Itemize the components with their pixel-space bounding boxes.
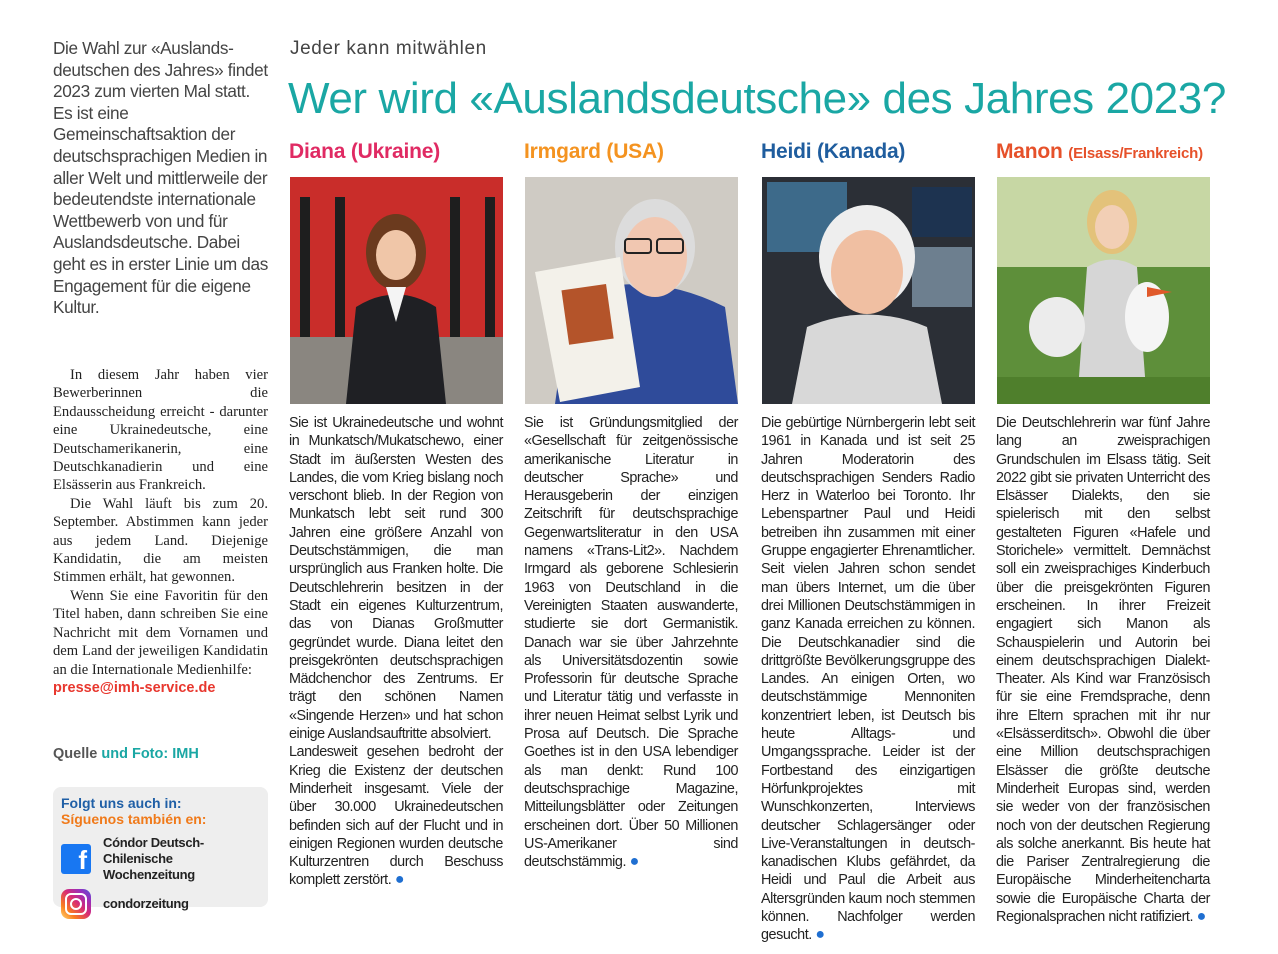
candidate-heidi	[761, 140, 975, 944]
end-mark: ●	[815, 926, 825, 944]
candidate-name: Diana (Ukraine)	[289, 140, 441, 163]
candidate-text: Die Deutschlehrerin war fünf Jahre lang an zweisprachigen Grundschulen im Elsass tätig. Seit 2022 gibt sie privaten Unterricht des Elsässer Dialekts, den sie spielerisch mit den selbst gestalteten Figuren «Hafele und Storichele» vermittelt. Demnächst soll ein zweisprachiges Kinderbuch über die preisgekrönten Figuren erscheinen. In ihrer Freizeit engagiert sich Manon als Schauspielerin und Autorin bei einem deutschsprachigen Dialekt-Theater. Als Kind war Französisch für sie eine Fremdsprache, denn ihre Eltern sprachen mit ihr nur «Elsässerditsch». Obwohl die über eine Million deutschsprachigen Elsässer die größte deutsche Minderheit Europas sind, werden sie weder von der französischen noch von der deutschen Regierung als solche anerkannt. Bis heute hat die Pariser Zentralregierung die Europäische Minderheitencharta sowie die Europäische Charta der Regionalsprachen nicht ratifiziert. ●	[996, 415, 1210, 926]
candidate-photo-irmgard	[525, 177, 738, 404]
kicker: Jeder kann mitwählen	[290, 38, 487, 59]
contact-email-link[interactable]: presse@imh-service.de	[53, 679, 216, 696]
candidate-photo-manon	[997, 177, 1210, 404]
candidate-name: Heidi (Kanada)	[761, 140, 906, 163]
end-mark: ●	[629, 853, 639, 871]
end-mark: ●	[1196, 908, 1206, 926]
facebook-icon: f	[61, 844, 91, 874]
social-heading-de: Folgt uns auch in:	[61, 795, 182, 811]
body-paragraph-3: Wenn Sie eine Favoritin für den Titel haben, dann schreiben Sie eine Nachricht mit dem Vornamen und dem Land der jeweiligen Kandidatin an die Internationale Medienhilfe: presse@imh-service.de	[53, 587, 268, 696]
candidate-photo-heidi	[762, 177, 975, 404]
candidate-irmgard	[524, 140, 738, 871]
candidate-name: Manon (Elsass/Frankreich)	[996, 140, 1203, 163]
source-label: Quelle	[53, 746, 98, 762]
article-body	[53, 366, 268, 697]
facebook-link[interactable]	[61, 835, 260, 883]
instagram-link[interactable]	[61, 889, 260, 919]
body-paragraph-1: In diesem Jahr haben vier Bewerberinnen die Endausscheidung erreicht - darunter eine Ukrainedeutsche, eine Deutschamerikanerin, eine Deutschkanadierin und eine Elsässerin aus Frankreich.	[53, 367, 268, 494]
headline: Wer wird «Auslandsdeutsche» des Jahres 2023?	[288, 74, 1226, 123]
photo-credit: und Foto: IMH	[101, 746, 199, 762]
end-mark: ●	[394, 871, 405, 889]
body-paragraph-2: Die Wahl läuft bis zum 20. September. Abstimmen kann jeder aus jedem Land. Diejenige Kandidatin, die am meisten Stimmen erhält, hat gewonnen.	[53, 495, 268, 586]
candidate-photo-diana	[290, 177, 503, 404]
source-credit	[53, 746, 199, 762]
intro-paragraph: Die Wahl zur «Auslandsdeutschen des Jahres» findet 2023 zum vierten Mal statt. Es ist eine Gemeinschaftsaktion der deutschsprachigen Medien in aller Welt und mittlerweile der bedeutendste internationale Wettbewerb von und für Auslandsdeutsche. Dabei geht es in erster Linie um das Engagement für die eigene Kultur.	[53, 38, 268, 318]
instagram-icon	[61, 889, 91, 919]
facebook-label: Cóndor Deutsch-Chilenische Wochenzeitung	[103, 835, 204, 882]
candidate-manon	[996, 140, 1210, 926]
candidate-text: Sie ist Gründungsmitglied der «Gesellschaft für zeitgenössische amerikanische Literatur in deutscher Sprache» und Herausgeberin der einzigen Zeitschrift für deutschsprachige Gegenwartsliteratur in den USA namens «Trans-Lit2». Nachdem Irmgard als geborene Schlesierin 1963 von Deutschland in die Vereinigten Staaten auswanderte, studierte sie dort Germanistik. Danach war sie über Jahrzehnte als Universitätsdozentin sowie Professorin für deutsche Sprache und Literatur tätig und verfasste in ihrer neuen Heimat selbst Lyrik und Prosa auf Deutsch. Die Sprache Goethes ist in den USA lebendiger als man denkt: Rund 100 deutschsprachige Magazine, Mitteilungsblätter oder Zeitungen erscheinen dort. Über 50 Millionen US-Amerikaner sind deutschstämmig. ●	[524, 415, 738, 871]
candidate-text: Die gebürtige Nürnbergerin lebt seit 1961 in Kanada und ist seit 25 Jahren Moderatorin des deutschsprachigen Senders Radio Herz in Waterloo bei Toronto. Ihr Lebenspartner Paul und Heidi betreiben ihn zusammen mit einer Gruppe engagierter Ehrenamtlicher. Seit vielen Jahren schon sendet man übers Internet, um die über drei Millionen Deutschstämmigen in ganz Kanada erreichen zu können. Die Deutschkanadier sind die drittgrößte Bevölkerungsgruppe des Landes. An einigen Orten, wo deutschstämmige Mennoniten konzentriert leben, ist Deutsch bis heute Alltags- und Umgangssprache. Leider ist der Fortbestand des einzigartigen Hörfunkprojektes mit Wunschkonzerten, Interviews deutscher Schlagersänger oder Live-Veranstaltungen in deutsch-kanadischen Klubs gefährdet, da Heidi und Paul die Arbeit aus Altersgründen kaum noch stemmen können. Nachfolger werden gesucht. ●	[761, 415, 975, 944]
candidate-name: Irmgard (USA)	[524, 140, 664, 163]
social-box	[53, 787, 268, 911]
candidate-diana	[289, 140, 503, 889]
social-heading-es: Síguenos también en:	[61, 811, 207, 827]
instagram-label: condorzeitung	[103, 896, 189, 911]
candidate-text: Sie ist Ukrainedeutsche und wohnt in Munkatsch/Mukatschewo, einer Stadt im äußersten Westen des Landes, die vom Krieg bislang noch verschont blieb. In der Region von Munkatsch lebt seit rund 300 Jahren eine größere Anzahl von Deutschstämmigen, die man ursprünglich aus Franken holte. Die Deutschlehrerin besitzen in der Stadt ein eigenes Kulturzentrum, das von Dianas Großmutter gegründet wurde. Diana leitet den preisgekrönten deutschsprachigen Mädchenchor des Zentrums. Er trägt den schönen Namen «Singende Herzen» und hat schon einige Auslandsauftritte absolviert. Landesweit gesehen bedroht der Krieg die Existenz der deutschen Minderheit insgesamt. Viele der über 30.000 Ukrainedeutschen befinden sich auf der Flucht und in einigen Regionen wurden deutsche Kulturzentren durch Beschuss komplett zerstört. ●	[289, 415, 503, 889]
